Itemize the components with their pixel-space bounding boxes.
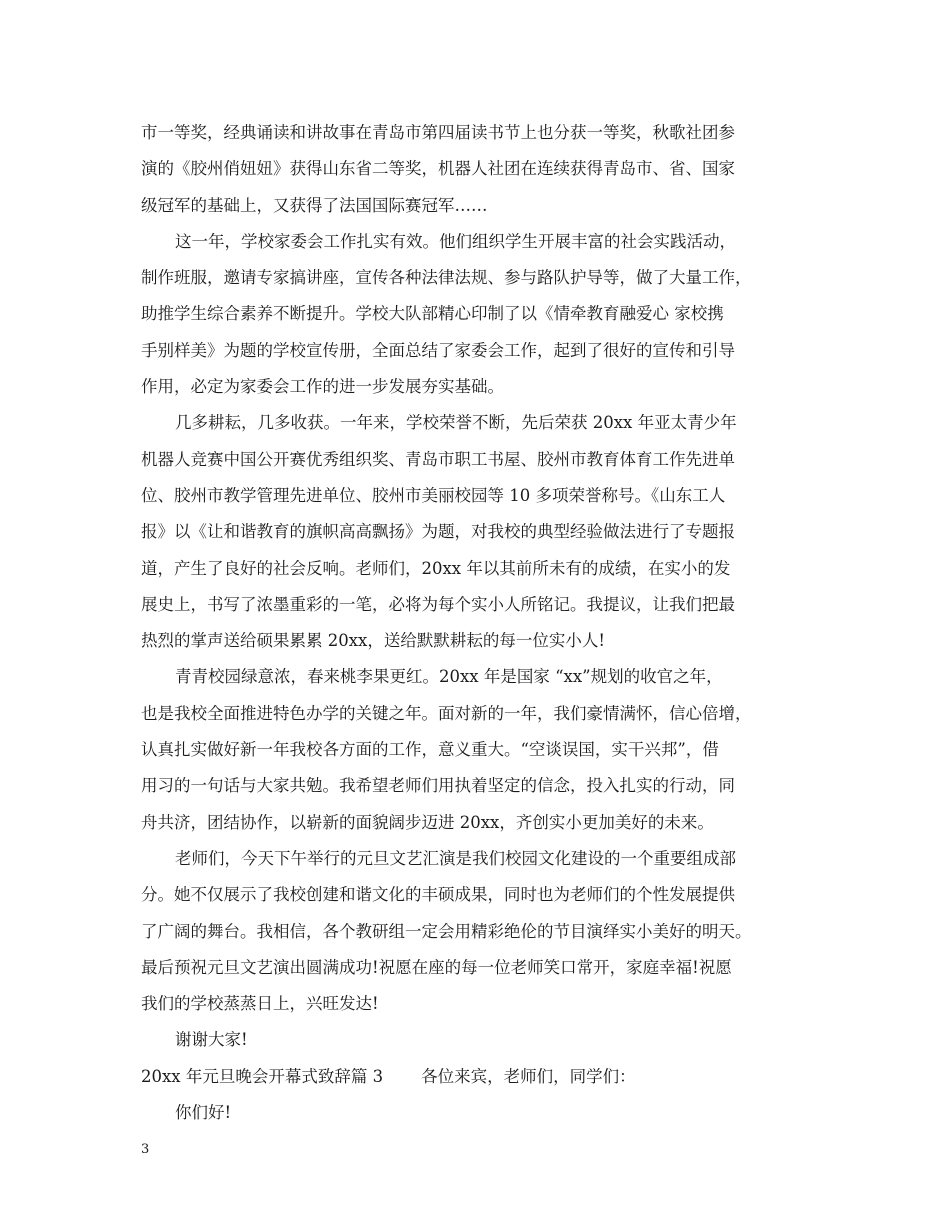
paragraph-line-3: 级冠军的基础上，又获得了法国国际赛冠军…… (141, 195, 488, 215)
paragraph-line-8: 作用，必定为家委会工作的进一步发展夯实基础。 (141, 377, 504, 397)
paragraph-line-1: 市一等奖，经典诵读和讲故事在青岛市第四届读书节上也分获一等奖，秋歌社团参 (141, 123, 735, 142)
paragraph-line-25: 我们的学校蒸蒸日上，兴旺发达! (141, 994, 379, 1014)
paragraph-line-6: 助推学生综合素养不断提升。学校大队部精心印制了以《情牵教育融爱心 家校携 (141, 304, 724, 324)
paragraph-line-23: 了广阔的舞台。我相信，各个教研组一定会用精彩绝伦的节目演绎实小美好的明天。 (141, 921, 752, 941)
paragraph-line-21: 老师们，今天下午举行的元旦文艺汇演是我们校园文化建设的一个重要组成部 (175, 848, 736, 868)
paragraph-line-7: 手别样美》为题的学校宣传册，全面总结了家委会工作，起到了很好的宣传和引导 (141, 340, 735, 360)
paragraph-line-20: 舟共济，团结协作，以崭新的面貌阔步迈进 20xx，齐创实小更加美好的未来。 (141, 812, 714, 832)
greeting-line: 你们好! (175, 1103, 232, 1123)
page-number: 3 (141, 1142, 150, 1157)
paragraph-line-9: 几多耕耘，几多收获。一年来，学校荣誉不断，先后荣获 20xx 年亚太青少年 (175, 413, 737, 433)
document-body (141, 115, 813, 1131)
paragraph-line-4: 这一年，学校家委会工作扎实有效。他们组织学生开展丰富的社会实践活动， (175, 231, 736, 251)
paragraph-line-18: 认真扎实做好新一年我校各方面的工作，意义重大。“空谈误国，实干兴邦”，借 (141, 740, 719, 760)
speech-title: 20xx 年元旦晚会开幕式致辞篇 3 (141, 1066, 384, 1086)
paragraph-line-15: 热烈的掌声送给硕果累累 20xx，送给默默耕耘的每一位实小人! (141, 631, 605, 651)
paragraph-line-11: 位、胶州市教学管理先进单位、胶州市美丽校园等 10 多项荣誉称号。《山东工人 (141, 485, 726, 505)
thanks-line: 谢谢大家! (175, 1030, 248, 1050)
paragraph-line-5: 制作班服，邀请专家搞讲座，宣传各种法律法规、参与路队护导等，做了大量工作， (141, 268, 752, 288)
paragraph-line-22: 分。她不仅展示了我校创建和谐文化的丰硕成果，同时也为老师们的个性发展提供 (141, 885, 735, 905)
paragraph-line-17: 也是我校全面推进特色办学的关键之年。面对新的一年，我们豪情满怀，信心倍增， (141, 703, 752, 723)
paragraph-line-24: 最后预祝元旦文艺演出圆满成功!祝愿在座的每一位老师笑口常开，家庭幸福!祝愿 (141, 957, 732, 977)
paragraph-line-14: 展史上，书写了浓墨重彩的一笔，必将为每个实小人所铭记。我提议，让我们把最 (141, 594, 735, 614)
speech-heading-line (141, 1059, 813, 1095)
paragraph-line-13: 道，产生了良好的社会反响。老师们，20xx 年以其前所未有的成绩，在实小的发 (141, 558, 731, 578)
paragraph-line-2: 演的《胶州俏妞妞》获得山东省二等奖，机器人社团在连续获得青岛市、省、国家 (141, 159, 735, 179)
paragraph-line-16: 青青校园绿意浓，春来桃李果更红。20xx 年是国家 “xx”规划的收官之年， (175, 667, 723, 687)
paragraph-line-19: 用习的一句话与大家共勉。我希望老师们用执着坚定的信念，投入扎实的行动，同 (141, 776, 735, 796)
paragraph-line-10: 机器人竞赛中国公开赛优秀组织奖、青岛市职工书屋、胶州市教育体育工作先进单 (141, 449, 735, 469)
speech-salutation: 各位来宾，老师们，同学们： (421, 1066, 636, 1086)
paragraph-line-12: 报》以《让和谐教育的旗帜高高飘扬》为题，对我校的典型经验做法进行了专题报 (141, 522, 735, 542)
